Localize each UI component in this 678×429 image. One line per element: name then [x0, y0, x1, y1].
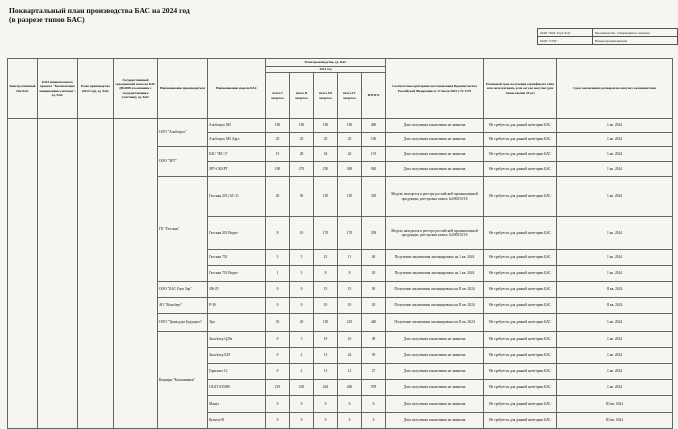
cell-model: Кузнец-81	[208, 413, 266, 429]
cell-q1: 100	[266, 119, 290, 133]
cell-criteria: Дата получения заключения не заявлена	[386, 162, 484, 177]
legend-table	[537, 28, 678, 45]
cell-contract: 1 кв. 2024	[557, 250, 673, 266]
cell-criteria: Модель находится в реестре российской промышленной продукции, реестровая запись №000535/18	[386, 177, 484, 217]
cell-cert: Не требуется для данной категории БАС	[484, 250, 557, 266]
cell-cert: Не требуется для данной категории БАС	[484, 314, 557, 332]
cell-q3: 250	[314, 162, 338, 177]
cell-criteria: Дата получения заключения не заявлена	[386, 348, 484, 364]
legend-row	[538, 37, 678, 45]
cell-q1: 8	[266, 217, 290, 250]
cell-cert: Не требуется для данной категории БАС	[484, 298, 557, 314]
cell-contract: 1 кв. 2024	[557, 348, 673, 364]
cell-q2: 0	[290, 282, 314, 298]
cell-q2: 0	[290, 413, 314, 429]
cell-cert: Не требуется для данной категории БАС	[484, 332, 557, 348]
cell-q3: 264	[314, 380, 338, 396]
cell-q3: 170	[314, 217, 338, 250]
col-header-q3: итого III квартал	[314, 73, 338, 119]
cell-cert: Не требуется для данной категории БАС	[484, 133, 557, 147]
col-header-contract: Срок заключения договоров на покупку компонентами	[557, 59, 673, 119]
cell-model: Геоскан 701 Видео	[208, 266, 266, 282]
cell-criteria: Получение заключения запланировано на II кв. 2024	[386, 282, 484, 298]
cell-contract: 1 кв. 2024	[557, 177, 673, 217]
cell-criteria: Дата получения заключения не заявлена	[386, 380, 484, 396]
cell-model: Альбатрос М5 Agro	[208, 133, 266, 147]
cell-total: 20	[362, 266, 386, 282]
cell-type	[8, 119, 38, 429]
cell-total: 6	[362, 396, 386, 413]
cell-q1: 0	[266, 364, 290, 380]
title-line-1: Поквартальный план производства БАС на 2024 год	[9, 6, 190, 15]
cell-total: 350	[362, 177, 386, 217]
cell-q3: 150	[314, 314, 338, 332]
cell-criteria: Получение заключения запланировано на 1 кв. 2024	[386, 250, 484, 266]
cell-contract: 1 кв. 2024	[557, 119, 673, 133]
cell-contract: 1 кв. 2024	[557, 332, 673, 348]
cell-q1: 1	[266, 266, 290, 282]
cell-criteria: Дата получения заключения не заявлена	[386, 119, 484, 133]
col-header-plan-group: План производства, ед. БАС	[266, 59, 386, 67]
cell-contract: III кв. 2024	[557, 396, 673, 413]
cell-q4: 170	[338, 217, 362, 250]
col-header-gov-order: Государственный гражданский заказ на БАС (ФОИВ и компании с государственным участием), ед. БАС	[114, 59, 158, 119]
cell-q4: 15	[338, 282, 362, 298]
cell-kpi	[38, 119, 78, 429]
cell-model: БАС "ФС-3"	[208, 147, 266, 162]
cell-q4: 4	[338, 413, 362, 429]
cell-q3: 100	[314, 119, 338, 133]
cell-model: Зала/кэтр Q29а	[208, 332, 266, 348]
cell-q1: 25	[266, 133, 290, 147]
cell-q2: 5	[290, 250, 314, 266]
col-header-q2: итого II квартал	[290, 73, 314, 119]
cell-criteria: Получение заключения запланировано на II кв. 2024	[386, 314, 484, 332]
title-line-2: (в разрезе типов БАС)	[9, 15, 85, 24]
cell-cert: Не требуется для данной категории БАС	[484, 348, 557, 364]
cell-q2: 250	[290, 380, 314, 396]
cell-q1: 0	[266, 396, 290, 413]
cell-q2: 25	[290, 133, 314, 147]
cell-total: 100	[362, 133, 386, 147]
cell-q3: 25	[314, 133, 338, 147]
cell-q3: 0	[314, 396, 338, 413]
cell-q2: 0	[290, 298, 314, 314]
cell-q3: 21	[314, 250, 338, 266]
cell-q3: 13	[314, 364, 338, 380]
cell-q4: 12	[338, 364, 362, 380]
cell-q3: 0	[314, 413, 338, 429]
cell-criteria: Модель находится в реестре российской промышленной продукции, реестровая запись №000535/18	[386, 217, 484, 250]
cell-cert: Не требуется для данной категории БАС	[484, 413, 557, 429]
cell-model: СКАТ S350М	[208, 380, 266, 396]
col-header-kpi: КПЭ национального проекта "Беспилотные авиационные системы", ед. БАС	[38, 59, 78, 119]
legend-swatch-label: ООО "СТК"	[538, 37, 593, 45]
cell-total: 920	[362, 162, 386, 177]
cell-total: 400	[362, 119, 386, 133]
cell-q3: 15	[314, 282, 338, 298]
cell-total: 38	[362, 332, 386, 348]
col-header-model: Наименование модели БАС	[208, 59, 266, 119]
cell-criteria: Получение заключения запланировано на 1 кв. 2024	[386, 266, 484, 282]
cell-maker: Концерн "Калашников"	[158, 332, 208, 429]
legend-note: Производство, утвержденное законом	[593, 29, 678, 37]
col-header-type: Конструктивный тип БАС	[8, 59, 38, 119]
cell-model: Геоскан 201 (АС-3)	[208, 177, 266, 217]
document-title	[9, 6, 190, 24]
cell-contract: 1 кв. 2024	[557, 147, 673, 162]
cell-cert: Не требуется для данной категории БАС	[484, 380, 557, 396]
cell-q1: 219	[266, 380, 290, 396]
cell-model: Мануэ	[208, 396, 266, 413]
cell-q1: 0	[266, 413, 290, 429]
cell-criteria: Дата получения заключения не заявлена	[386, 332, 484, 348]
cell-contract: II кв. 2024	[557, 298, 673, 314]
cell-q4: 100	[338, 119, 362, 133]
cell-cert: Не требуется для данной категории БАС	[484, 177, 557, 217]
cell-model: Р-30	[208, 298, 266, 314]
cell-q3: 34	[314, 147, 338, 162]
cell-maker: ООО "ЗРТ"	[158, 147, 208, 177]
cell-q4: 260	[338, 380, 362, 396]
cell-q3: 10	[314, 298, 338, 314]
cell-model: Эра	[208, 314, 266, 332]
cell-criteria: Дата получения заключения не заявлена	[386, 133, 484, 147]
cell-q1: 0	[266, 298, 290, 314]
col-header-q1: итого I квартал	[266, 73, 290, 119]
cell-q2: 100	[290, 119, 314, 133]
cell-total: 27	[362, 364, 386, 380]
cell-cert: Не требуется для данной категории БАС	[484, 217, 557, 250]
cell-q3: 8	[314, 266, 338, 282]
cell-q2: 2	[290, 348, 314, 364]
cell-total: 978	[362, 380, 386, 396]
cell-q3: 150	[314, 177, 338, 217]
cell-contract: 1 кв. 2024	[557, 364, 673, 380]
cell-contract: 1 кв. 2024	[557, 380, 673, 396]
cell-q1: 20	[266, 177, 290, 217]
cell-total: 20	[362, 298, 386, 314]
cell-total: 40	[362, 250, 386, 266]
cell-cert: Не требуется для данной категории БАС	[484, 162, 557, 177]
cell-q4: 24	[338, 348, 362, 364]
cell-q2: 3	[290, 332, 314, 348]
cell-q4: 8	[338, 266, 362, 282]
cell-q2: 270	[290, 162, 314, 177]
cell-model: Геоскан 201 Видео	[208, 217, 266, 250]
cell-criteria: Дата получения заключения не заявлена	[386, 396, 484, 413]
header-row	[8, 59, 673, 67]
legend-swatch-label: ООО "БАС Гоуп Зор"	[538, 29, 593, 37]
table-row	[8, 119, 673, 133]
cell-cert: Не требуется для данной категории БАС	[484, 364, 557, 380]
cell-total: 119	[362, 147, 386, 162]
cell-q4: 16	[338, 332, 362, 348]
cell-contract: III кв. 2024	[557, 413, 673, 429]
cell-q2: 0	[290, 396, 314, 413]
cell-q1: 3	[266, 250, 290, 266]
cell-contract: 1 кв. 2024	[557, 133, 673, 147]
cell-maker: ООО "Альбатрос"	[158, 119, 208, 147]
cell-maker: ГК "Геоскан"	[158, 177, 208, 282]
cell-q4: 210	[338, 314, 362, 332]
cell-contract: 1 кв. 2024	[557, 162, 673, 177]
col-header-total: ИТОГО	[362, 73, 386, 119]
cell-gov-order	[114, 119, 158, 429]
col-header-q4: итого IV квартал	[338, 73, 362, 119]
cell-total: 39	[362, 348, 386, 364]
cell-q4: 300	[338, 162, 362, 177]
cell-q2: 45	[290, 314, 314, 332]
cell-q4: 6	[338, 396, 362, 413]
cell-plan	[78, 119, 114, 429]
cell-q4: 42	[338, 147, 362, 162]
col-header-cert: Плановый срок получения сертификата типа или эксплуатации, если он уже получен (для типов свыше 30 кг)	[484, 59, 557, 119]
cell-q4: 150	[338, 177, 362, 217]
cell-q4: 25	[338, 133, 362, 147]
cell-total: 358	[362, 217, 386, 250]
cell-q4: 10	[338, 298, 362, 314]
cell-q3: 19	[314, 332, 338, 348]
cell-q1: 0	[266, 348, 290, 364]
cell-q1: 35	[266, 314, 290, 332]
cell-contract: 1 кв. 2024	[557, 217, 673, 250]
cell-contract: II кв. 2024	[557, 282, 673, 298]
cell-cert: Не требуется для данной категории БАС	[484, 266, 557, 282]
cell-cert: Не требуется для данной категории БАС	[484, 396, 557, 413]
col-header-criteria: Соответствие критериям постановления Правительства Российской Федерации от 17 июля 2023 г. № 1179	[386, 59, 484, 119]
cell-model: ЗРТ-СКАРТ	[208, 162, 266, 177]
cell-cert: Не требуется для данной категории БАС	[484, 282, 557, 298]
cell-q1: 15	[266, 147, 290, 162]
cell-criteria: Дата получения заключения не заявлена	[386, 364, 484, 380]
cell-contract: 1 кв. 2024	[557, 266, 673, 282]
cell-model: Зала/кэтр Е29	[208, 348, 266, 364]
cell-q1: 0	[266, 332, 290, 348]
cell-cert: Не требуется для данной категории БАС	[484, 119, 557, 133]
cell-q1: 100	[266, 162, 290, 177]
cell-model: Геоскан 701	[208, 250, 266, 266]
cell-q1: 0	[266, 282, 290, 298]
cell-total: 4	[362, 413, 386, 429]
cell-maker: ООО "Трансдорт Будущего"	[158, 314, 208, 332]
cell-q4: 11	[338, 250, 362, 266]
col-header-plan: План производства (2024 год), ед. БАС	[78, 59, 114, 119]
cell-q3: 13	[314, 348, 338, 364]
cell-q2: 30	[290, 177, 314, 217]
cell-maker: ООО "БАС Гоуп Зор"	[158, 282, 208, 298]
cell-contract: 1 кв. 2024	[557, 314, 673, 332]
production-plan-table	[7, 58, 673, 429]
cell-maker: АО "Вольберт"	[158, 298, 208, 314]
cell-criteria: Дата получения заключения не заявлена	[386, 413, 484, 429]
legend-row	[538, 29, 678, 37]
cell-total: 440	[362, 314, 386, 332]
cell-model: ЗФ-25	[208, 282, 266, 298]
col-header-maker: Наименование производителя	[158, 59, 208, 119]
cell-model: Горизонт 12	[208, 364, 266, 380]
cell-q2: 3	[290, 266, 314, 282]
cell-q2: 10	[290, 217, 314, 250]
cell-total: 30	[362, 282, 386, 298]
legend-note: Новые производители	[593, 37, 678, 45]
cell-q2: 2	[290, 364, 314, 380]
cell-q2: 28	[290, 147, 314, 162]
cell-model: Альбатрос М5	[208, 119, 266, 133]
cell-criteria: Получение заключения запланировано на II кв. 2024	[386, 298, 484, 314]
col-header-year: 2024 год	[266, 67, 386, 73]
cell-cert: Не требуется для данной категории БАС	[484, 147, 557, 162]
cell-criteria: Дата получения заключения не заявлена	[386, 147, 484, 162]
